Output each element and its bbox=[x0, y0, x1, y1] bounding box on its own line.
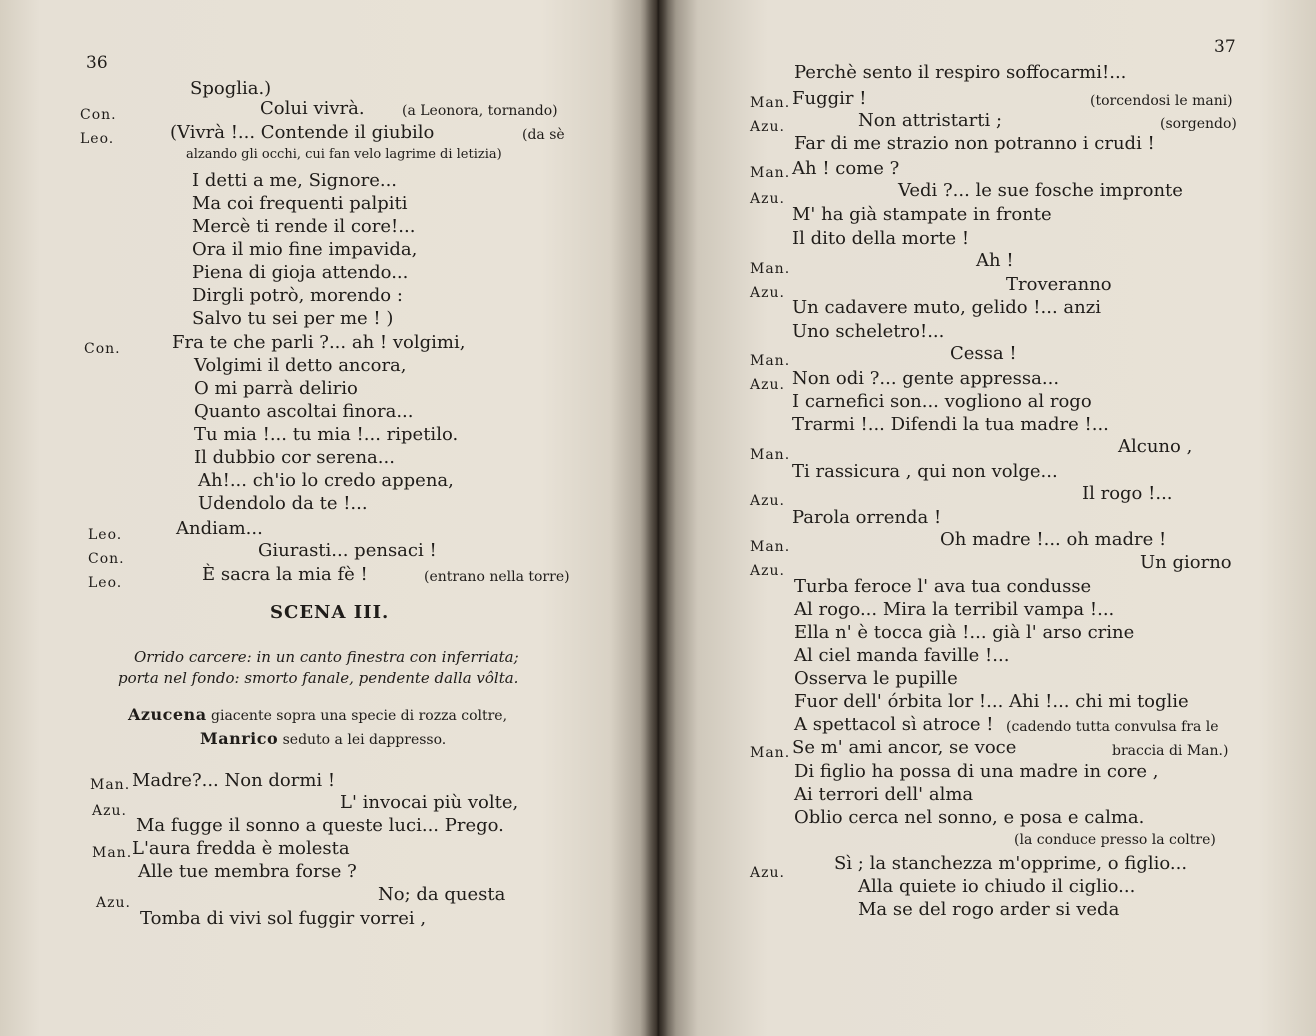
verse-line: L'aura fredda è molesta bbox=[132, 838, 350, 859]
verse-line: No; da questa bbox=[378, 884, 506, 905]
verse-line: Fuggir ! bbox=[792, 88, 867, 109]
verse-line: Turba feroce l' ava tua condusse bbox=[794, 576, 1092, 597]
verse-line: Alla quiete io chiudo il ciglio... bbox=[858, 876, 1136, 897]
speaker-label: Azu. bbox=[96, 895, 131, 911]
stage-direction: porta nel fondo: smorto fanale, pendente dalla vôlta. bbox=[118, 669, 519, 687]
stage-note: (sorgendo) bbox=[1160, 116, 1237, 132]
character-name: Azucena bbox=[128, 705, 207, 724]
verse-line: Giurasti... pensaci ! bbox=[258, 540, 437, 561]
verse-line: Colui vivrà. bbox=[260, 98, 365, 119]
speaker-label: Man. bbox=[90, 777, 131, 793]
speaker-label: Man. bbox=[750, 95, 791, 111]
speaker-label: Man. bbox=[750, 165, 791, 181]
scene-heading: SCENA III. bbox=[270, 602, 390, 623]
verse-line: Non odi ?... gente appressa... bbox=[792, 368, 1060, 389]
verse-line: Salvo tu sei per me ! ) bbox=[192, 308, 394, 329]
speaker-label: Leo. bbox=[88, 527, 123, 543]
stage-note: (a Leonora, tornando) bbox=[402, 103, 558, 119]
verse-line: Di figlio ha possa di una madre in core , bbox=[794, 761, 1159, 782]
speaker-label: Azu. bbox=[750, 563, 785, 579]
right-page bbox=[658, 0, 1316, 1036]
verse-line: Vedi ?... le sue fosche impronte bbox=[898, 180, 1183, 201]
verse-line: Perchè sento il respiro soffocarmi!... bbox=[794, 62, 1127, 83]
stage-note: (entrano nella torre) bbox=[424, 569, 570, 585]
verse-line: Oh madre !... oh madre ! bbox=[940, 529, 1167, 550]
stage-note: alzando gli occhi, cui fan velo lagrime di letizia) bbox=[186, 147, 502, 162]
verse-line: Fra te che parli ?... ah ! volgimi, bbox=[172, 332, 466, 353]
verse-line: Dirgli potrò, morendo : bbox=[192, 285, 403, 306]
speaker-label: Con. bbox=[80, 107, 117, 123]
verse-line: Sì ; la stanchezza m'opprime, o figlio... bbox=[834, 853, 1188, 874]
speaker-label: Man. bbox=[750, 539, 791, 555]
speaker-label: Azu. bbox=[750, 191, 785, 207]
speaker-label: Man. bbox=[750, 353, 791, 369]
verse-line: Troveranno bbox=[1006, 274, 1112, 295]
verse-line: Un cadavere muto, gelido !... anzi bbox=[792, 297, 1101, 318]
verse-line: I detti a me, Signore... bbox=[192, 170, 398, 191]
speaker-label: Azu. bbox=[750, 119, 785, 135]
verse-line: Udendolo da te !... bbox=[198, 493, 368, 514]
verse-line: I carnefici son... vogliono al rogo bbox=[792, 391, 1092, 412]
verse-line: Ma fugge il sonno a queste luci... Prego. bbox=[136, 815, 504, 836]
verse-line: Osserva le pupille bbox=[794, 668, 958, 689]
verse-line: Non attristarti ; bbox=[858, 110, 1003, 131]
verse-line: Alle tue membra forse ? bbox=[138, 861, 357, 882]
verse-line: Volgimi il detto ancora, bbox=[194, 355, 407, 376]
verse-line: Ah ! come ? bbox=[792, 158, 900, 179]
speaker-label: Con. bbox=[88, 551, 125, 567]
verse-line: Uno scheletro!... bbox=[792, 321, 945, 342]
speaker-label: Man. bbox=[750, 745, 791, 761]
page-number: 36 bbox=[86, 53, 108, 73]
verse-line: Tomba di vivi sol fuggir vorrei , bbox=[140, 908, 427, 929]
verse-line: Il rogo !... bbox=[1082, 483, 1173, 504]
cast-description: seduto a lei dappresso. bbox=[282, 732, 447, 748]
verse-line: Andiam... bbox=[176, 518, 263, 539]
cast-direction bbox=[200, 728, 446, 751]
verse-line: Ah!... ch'io lo credo appena, bbox=[198, 470, 454, 491]
verse-line: Far di me strazio non potranno i crudi ! bbox=[794, 133, 1155, 154]
speaker-label: Con. bbox=[84, 341, 121, 357]
verse-line: Il dubbio cor serena... bbox=[194, 447, 395, 468]
verse-line: Ti rassicura , qui non volge... bbox=[792, 461, 1058, 482]
verse-line: Ai terrori dell' alma bbox=[794, 784, 974, 805]
stage-note: braccia di Man.) bbox=[1112, 743, 1229, 759]
verse-line: Spoglia.) bbox=[190, 78, 272, 99]
speaker-label: Man. bbox=[750, 261, 791, 277]
verse-line: Al rogo... Mira la terribil vampa !... bbox=[794, 599, 1115, 620]
stage-direction: Orrido carcere: in un canto finestra con inferriata; bbox=[134, 648, 519, 666]
verse-line: L' invocai più volte, bbox=[340, 792, 519, 813]
stage-note: (la conduce presso la coltre) bbox=[1014, 832, 1216, 848]
stage-note: (cadendo tutta convulsa fra le bbox=[1006, 719, 1219, 735]
verse-line: Fuor dell' órbita lor !... Ahi !... chi mi toglie bbox=[794, 691, 1189, 712]
verse-line: Parola orrenda ! bbox=[792, 507, 942, 528]
verse-line: Ma se del rogo arder si veda bbox=[858, 899, 1120, 920]
verse-line: Al ciel manda faville !... bbox=[794, 645, 1010, 666]
verse-line: Piena di gioja attendo... bbox=[192, 262, 409, 283]
verse-line: Un giorno bbox=[1140, 552, 1232, 573]
verse-line: Ora il mio fine impavida, bbox=[192, 239, 418, 260]
verse-line: È sacra la mia fè ! bbox=[202, 564, 368, 585]
verse-line: Madre?... Non dormi ! bbox=[132, 770, 336, 791]
speaker-label: Azu. bbox=[750, 377, 785, 393]
cast-description: giacente sopra una specie di rozza coltre, bbox=[211, 708, 508, 724]
verse-line: Alcuno , bbox=[1118, 436, 1193, 457]
speaker-label: Leo. bbox=[80, 131, 115, 147]
verse-line: Il dito della morte ! bbox=[792, 228, 970, 249]
character-name: Manrico bbox=[200, 729, 279, 748]
stage-note: (da sè bbox=[522, 127, 565, 143]
verse-line: Ah ! bbox=[976, 250, 1014, 271]
verse-line: Cessa ! bbox=[950, 343, 1017, 364]
verse-line: M' ha già stampate in fronte bbox=[792, 204, 1052, 225]
cast-direction bbox=[128, 704, 507, 727]
speaker-label: Azu. bbox=[750, 285, 785, 301]
speaker-label: Azu. bbox=[750, 865, 785, 881]
verse-line: Mercè ti rende il core!... bbox=[192, 216, 416, 237]
stage-note: (torcendosi le mani) bbox=[1090, 93, 1233, 109]
speaker-label: Azu. bbox=[92, 803, 127, 819]
verse-line: Trarmi !... Difendi la tua madre !... bbox=[792, 414, 1109, 435]
speaker-label: Azu. bbox=[750, 493, 785, 509]
verse-line: Quanto ascoltai finora... bbox=[194, 401, 414, 422]
verse-line: Se m' ami ancor, se voce bbox=[792, 737, 1017, 758]
page-number: 37 bbox=[1214, 37, 1236, 57]
speaker-label: Man. bbox=[92, 845, 133, 861]
speaker-label: Man. bbox=[750, 447, 791, 463]
verse-line: Oblio cerca nel sonno, e posa e calma. bbox=[794, 807, 1145, 828]
verse-line: Ma coi frequenti palpiti bbox=[192, 193, 408, 214]
verse-line: O mi parrà delirio bbox=[194, 378, 358, 399]
verse-line: Tu mia !... tu mia !... ripetilo. bbox=[194, 424, 459, 445]
verse-line: A spettacol sì atroce ! bbox=[794, 714, 994, 735]
speaker-label: Leo. bbox=[88, 575, 123, 591]
verse-line: (Vivrà !... Contende il giubilo bbox=[170, 122, 435, 143]
verse-line: Ella n' è tocca già !... già l' arso crine bbox=[794, 622, 1135, 643]
